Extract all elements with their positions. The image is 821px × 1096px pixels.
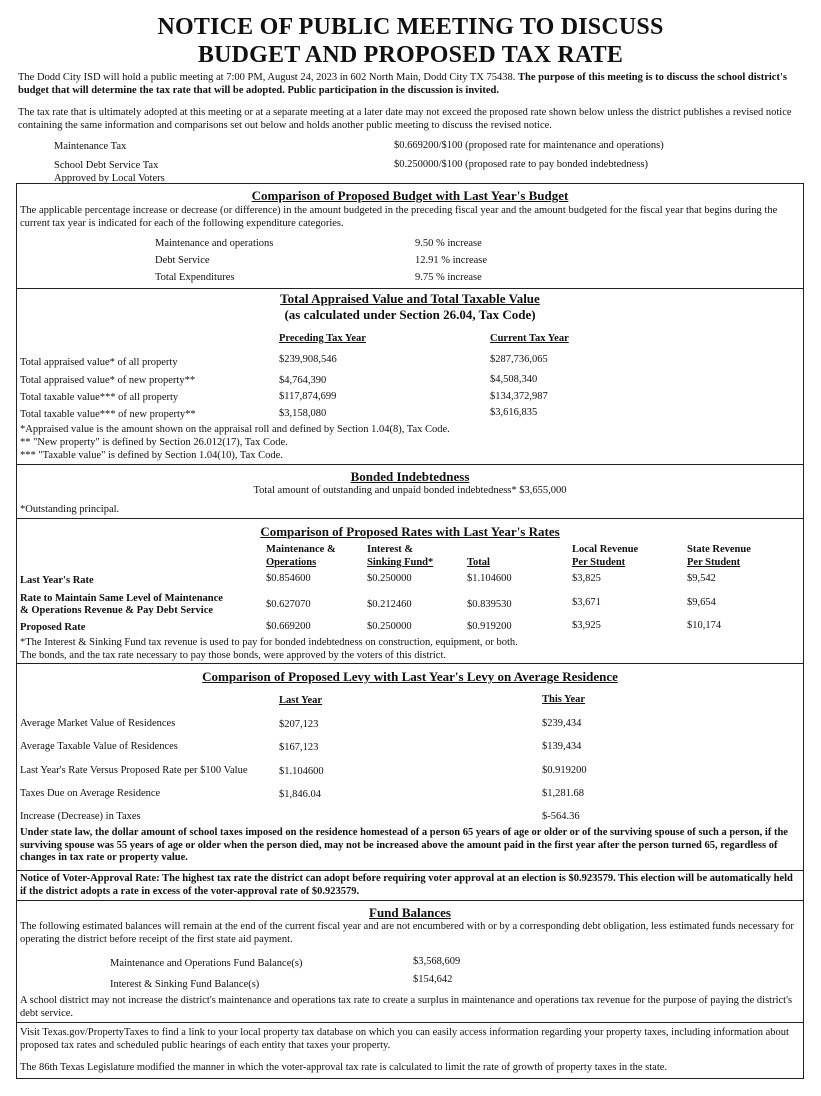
levy-section-title: Comparison of Proposed Levy with Last Year's Levy on Average Residence: [202, 669, 618, 684]
rates-row-mo: $0.627070: [266, 599, 311, 610]
bonded-total-text: Total amount of outstanding and unpaid bonded indebtedness* $3,655,000: [253, 485, 567, 496]
budget-row-label: Total Expenditures: [155, 272, 235, 283]
footer-legislature-text: The 86th Texas Legislature modified the manner in which the voter-approval tax rate is calculated to limit the rate of growth of property taxes in the state.: [20, 1062, 668, 1073]
levy-row-label: Increase (Decrease) in Taxes: [20, 811, 141, 822]
levy-row-this: $139,434: [542, 741, 582, 752]
fund-description: The following estimated balances will remain at the end of the current fiscal year and are not encumbered with or by a corresponding debt obligation, less estimated funds necessary for operating the district before receipt of the first state aid payment.: [20, 921, 794, 945]
voter-approval-text: Notice of Voter-Approval Rate: The highest tax rate the district can adopt before requiring voter approval at an election is $0.923579. This election will be automatically held if the district adopts a rate in excess of the voter-approval rate of $0.923579.: [20, 873, 793, 897]
notice-title-line2: BUDGET AND PROPOSED TAX RATE: [197, 42, 624, 68]
voter-approval-section: [16, 870, 804, 901]
budget-row-value: 9.75 % increase: [415, 272, 482, 283]
fund-row-label: Maintenance and Operations Fund Balance(s): [110, 958, 303, 969]
fund-section-title: Fund Balances: [369, 905, 451, 920]
rates-footnote: *The Interest & Sinking Fund tax revenue is used to pay for bonded indebtedness on construction, equipment, or both.: [20, 637, 518, 648]
rates-row-total: $0.839530: [467, 599, 512, 610]
rates-row-local: $3,671: [572, 597, 601, 608]
rates-row-label: Rate to Maintain Same Level of Maintenance: [20, 593, 223, 604]
bonded-section-title: Bonded Indebtedness: [350, 469, 470, 484]
budget-section-title: Comparison of Proposed Budget with Last Year's Budget: [251, 188, 569, 203]
levy-row-this: $1,281.68: [542, 788, 584, 799]
levy-last-year-header: Last Year: [279, 695, 323, 706]
preceding-year-header: Preceding Tax Year: [279, 333, 366, 344]
rates-row-total: $1.104600: [467, 573, 512, 584]
rates-row-mo: $0.854600: [266, 573, 311, 584]
rates-row-state: $9,654: [687, 597, 716, 608]
levy-this-year-header: This Year: [542, 694, 586, 705]
levy-row-last: $1,846.04: [279, 789, 321, 800]
rates-row-is: $0.250000: [367, 621, 412, 632]
appraised-row-label: Total taxable value*** of all property: [20, 392, 179, 403]
appraised-section-title: Total Appraised Value and Total Taxable Value: [280, 291, 540, 306]
appraised-row-label: Total taxable value*** of new property**: [20, 409, 196, 420]
levy-row-label: Average Market Value of Residences: [20, 718, 176, 729]
budget-description: The applicable percentage increase or decrease (or difference) in the amount budgeted in the preceding fiscal year and the amount budgeted for the fiscal year that begins during the current tax year is indicated for each of the following expenditure categories.: [20, 205, 778, 229]
rates-header-line2: Total: [467, 557, 490, 568]
maintenance-tax-value: $0.669200/$100 (proposed rate for maintenance and operations): [394, 140, 664, 151]
bonded-footnote: *Outstanding principal.: [20, 504, 120, 515]
rates-header-line1: State Revenue: [687, 544, 751, 555]
rates-row-label: Proposed Rate: [20, 622, 86, 633]
levy-row-label: Taxes Due on Average Residence: [20, 788, 161, 799]
maintenance-tax-label: Maintenance Tax: [54, 141, 127, 152]
levy-comparison-section: [16, 663, 804, 871]
rates-row-mo: $0.669200: [266, 621, 311, 632]
debt-service-tax-sublabel: Approved by Local Voters: [54, 173, 165, 184]
rates-row-is: $0.212460: [367, 599, 412, 610]
appraised-row-prev: $117,874,699: [279, 391, 337, 402]
fund-row-value: $154,642: [413, 974, 453, 985]
appraised-section-subtitle: (as calculated under Section 26.04, Tax Code): [284, 307, 536, 322]
appraised-footnote: ** "New property" is defined by Section 26.012(17), Tax Code.: [20, 437, 288, 448]
footer-texas-gov-text: Visit Texas.gov/PropertyTaxes to find a link to your local property tax database on which you can easily access information regarding your property taxes, including information about proposed tax rates and scheduled public hearings of each entity that taxes your property.: [20, 1027, 789, 1051]
appraised-row-prev: $4,764,390: [279, 375, 327, 386]
debt-service-tax-value: $0.250000/$100 (proposed rate to pay bonded indebtedness): [394, 159, 648, 170]
levy-row-last: $1.104600: [279, 766, 324, 777]
footer-section: [16, 1022, 804, 1079]
levy-row-this: $239,434: [542, 718, 582, 729]
fund-row-value: $3,568,609: [413, 956, 461, 967]
intro-paragraph-2: The tax rate that is ultimately adopted at this meeting or at a separate meeting at a later date may not exceed the proposed rate shown below unless the district publishes a revised notice containing the same information and comparisons set out below and holds another public meeting to discuss the revised notice.: [18, 107, 792, 131]
levy-row-last: $207,123: [279, 719, 319, 730]
budget-row-label: Maintenance and operations: [155, 238, 274, 249]
rates-header-line2: Per Student: [687, 557, 741, 568]
appraised-row-curr: $287,736,065: [490, 354, 548, 365]
current-year-header: Current Tax Year: [490, 333, 569, 344]
fund-row-label: Interest & Sinking Fund Balance(s): [110, 979, 260, 990]
intro-meeting-info: The Dodd City ISD will hold a public meeting at 7:00 PM, August 24, 2023 in 602 North Main, Dodd City TX 75438.: [18, 72, 519, 83]
appraised-value-section: [16, 287, 804, 465]
budget-row-value: 12.91 % increase: [415, 255, 488, 266]
rates-comparison-section: [16, 518, 804, 664]
rates-row-state: $10,174: [687, 620, 722, 631]
rates-header-line1: Maintenance &: [266, 544, 336, 555]
debt-service-tax-label: School Debt Service Tax: [54, 160, 159, 171]
rates-row-local: $3,825: [572, 573, 601, 584]
levy-homestead-note: Under state law, the dollar amount of school taxes imposed on the residence homestead of a person 65 years of age or older or of the surviving spouse of such a person, if the surviving spouse was 55 years of age or older when the person died, may not be increased above the amount paid in the first year after the person turned 65, regardless of changes in tax rate or property value.: [20, 827, 788, 863]
rates-row-state: $9,542: [687, 573, 716, 584]
levy-row-last: $167,123: [279, 742, 319, 753]
appraised-row-curr: $3,616,835: [490, 407, 538, 418]
intro-paragraph-1: [18, 72, 803, 97]
fund-balances-section: [16, 900, 804, 1023]
appraised-row-prev: $3,158,080: [279, 408, 327, 419]
fund-note: A school district may not increase the district's maintenance and operations tax rate to create a surplus in maintenance and operations tax revenue for the purpose of paying the district's debt service.: [20, 995, 793, 1019]
appraised-row-curr: $134,372,987: [490, 391, 548, 402]
rates-row-is: $0.250000: [367, 573, 412, 584]
rates-header-line2: Per Student: [572, 557, 626, 568]
rates-row-label2: & Operations Revenue & Pay Debt Service: [20, 605, 214, 616]
levy-row-label: Last Year's Rate Versus Proposed Rate per $100 Value: [20, 765, 248, 776]
appraised-row-label: Total appraised value* of new property**: [20, 375, 196, 386]
rates-header-line1: Interest &: [367, 544, 414, 555]
appraised-row-prev: $239,908,546: [279, 354, 337, 365]
budget-comparison-section: [16, 183, 804, 289]
levy-row-this: $-564.36: [542, 811, 580, 822]
budget-row-label: Debt Service: [155, 255, 210, 266]
rates-row-label: Last Year's Rate: [20, 575, 94, 586]
rates-header-line2: Sinking Fund*: [367, 557, 434, 568]
budget-row-value: 9.50 % increase: [415, 238, 482, 249]
rates-section-title: Comparison of Proposed Rates with Last Year's Rates: [260, 524, 560, 539]
rates-row-total: $0.919200: [467, 621, 512, 632]
appraised-footnote: *** "Taxable value" is defined by Section 1.04(10), Tax Code.: [20, 450, 283, 461]
rates-footnote: The bonds, and the tax rate necessary to pay those bonds, were approved by the voters of this district.: [20, 650, 447, 661]
levy-row-this: $0.919200: [542, 765, 587, 776]
appraised-row-label: Total appraised value* of all property: [20, 357, 178, 368]
appraised-footnote: *Appraised value is the amount shown on the appraisal roll and defined by Section 1.04(8), Tax Code.: [20, 424, 450, 435]
levy-row-label: Average Taxable Value of Residences: [20, 741, 178, 752]
notice-title-line1: NOTICE OF PUBLIC MEETING TO DISCUSS: [157, 14, 664, 40]
intro-purpose: The purpose of this meeting is to discuss the school district's budget that will determine the tax rate that will be adopted. Public participation in the discussion is invited.: [18, 72, 787, 96]
appraised-row-curr: $4,508,340: [490, 374, 538, 385]
rates-row-local: $3,925: [572, 620, 601, 631]
rates-header-line2: Operations: [266, 557, 317, 568]
bonded-indebtedness-section: [16, 464, 804, 519]
rates-header-line1: Local Revenue: [572, 544, 639, 555]
